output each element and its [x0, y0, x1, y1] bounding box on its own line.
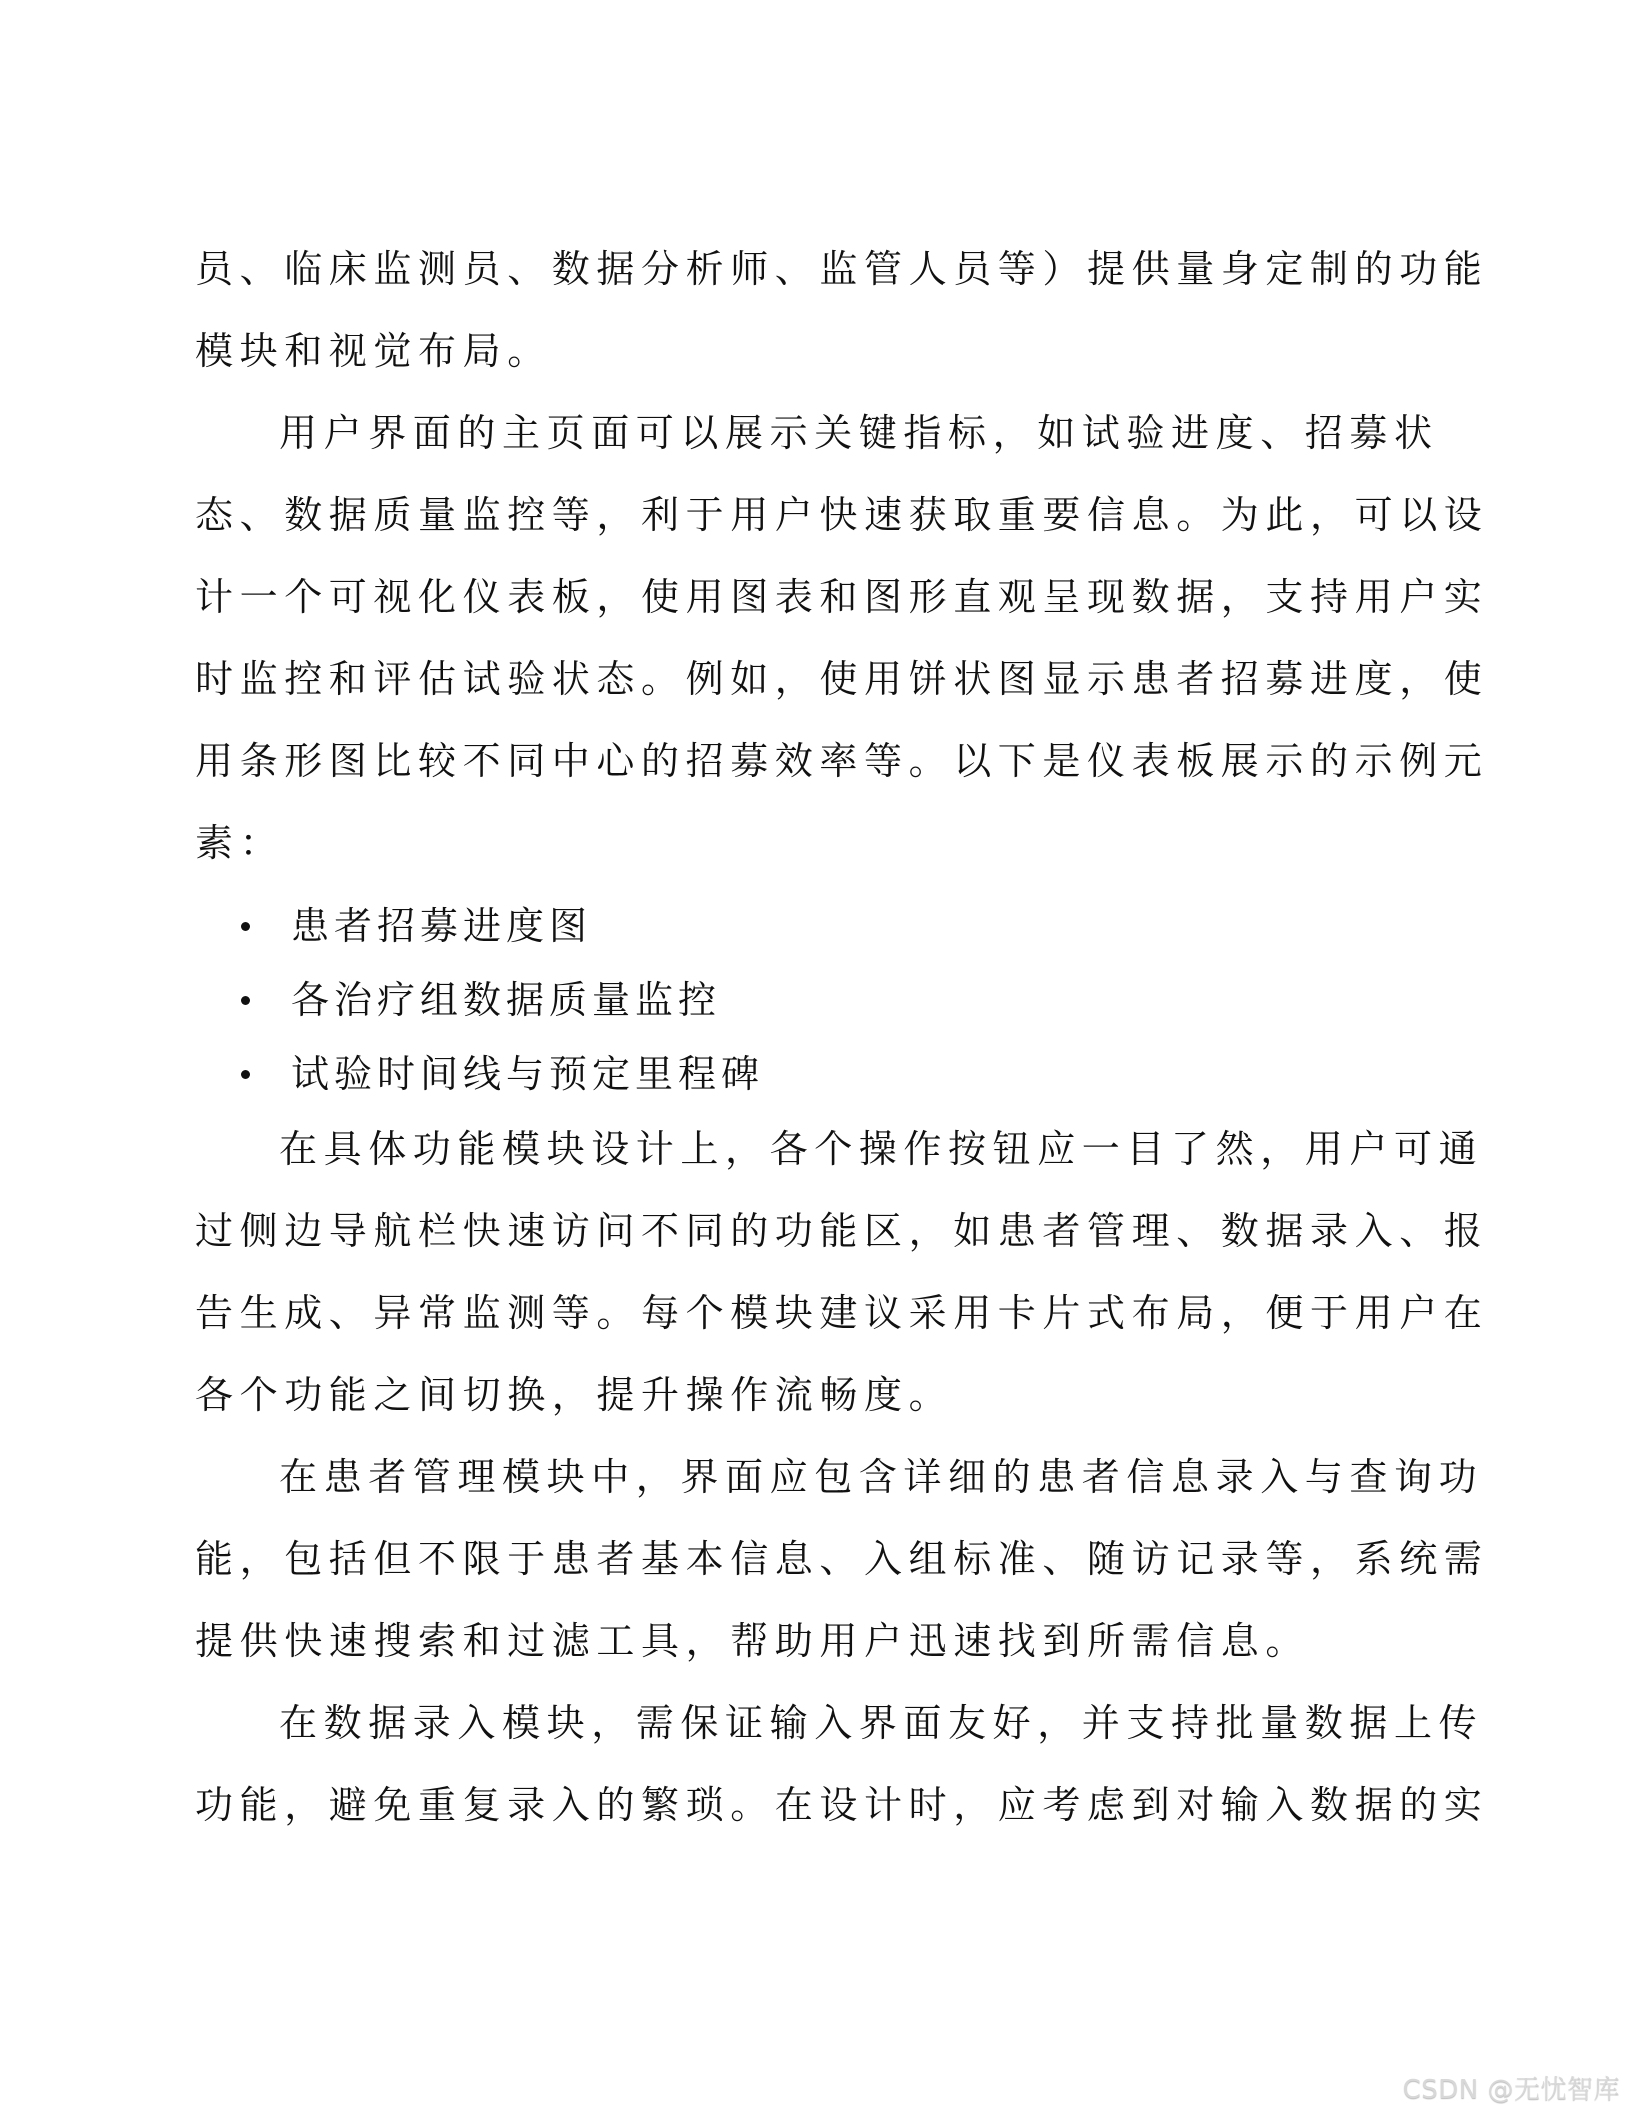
text-line: 在具体功能模块设计上，各个操作按钮应一目了然，用户可通 [279, 1127, 1484, 1171]
text-line: 计一个可视化仪表板，使用图表和图形直观呈现数据，支持用户实 [195, 575, 1489, 619]
text-line: 在数据录入模块，需保证输入界面友好，并支持批量数据上传 [279, 1701, 1484, 1745]
text-line: 用户界面的主页面可以展示关键指标，如试验进度、招募状 [279, 411, 1439, 455]
bullet-icon [241, 996, 250, 1005]
text-line: 在患者管理模块中，界面应包含详细的患者信息录入与查询功 [279, 1455, 1484, 1499]
text-line: 态、数据质量监控等，利于用户快速获取重要信息。为此，可以设 [195, 493, 1489, 537]
text-line: 提供快速搜索和过滤工具，帮助用户迅速找到所需信息。 [195, 1619, 1311, 1663]
text-line: 能，包括但不限于患者基本信息、入组标准、随访记录等，系统需 [195, 1537, 1489, 1581]
text-line: 功能，避免重复录入的繁琐。在设计时，应考虑到对输入数据的实 [195, 1783, 1489, 1827]
text-line: 素： [195, 821, 285, 865]
text-line: 用条形图比较不同中心的招募效率等。以下是仪表板展示的示例元 [195, 739, 1489, 783]
text-line: 各个功能之间切换，提升操作流畅度。 [195, 1373, 954, 1417]
list-item-text: 各治疗组数据质量监控 [291, 978, 722, 1022]
text-line: 员、临床监测员、数据分析师、监管人员等）提供量身定制的功能 [195, 247, 1489, 291]
text-line: 告生成、异常监测等。每个模块建议采用卡片式布局，便于用户在 [195, 1291, 1489, 1335]
text-line: 时监控和评估试验状态。例如，使用饼状图显示患者招募进度，使 [195, 657, 1489, 701]
bullet-icon [241, 1070, 250, 1079]
list-item-text: 患者招募进度图 [291, 904, 593, 948]
text-line: 模块和视觉布局。 [195, 329, 552, 373]
text-line: 过侧边导航栏快速访问不同的功能区，如患者管理、数据录入、报 [195, 1209, 1489, 1253]
list-item-text: 试验时间线与预定里程碑 [291, 1052, 765, 1096]
bullet-icon [241, 922, 250, 931]
watermark: CSDN @无忧智库 [1402, 2075, 1620, 2105]
